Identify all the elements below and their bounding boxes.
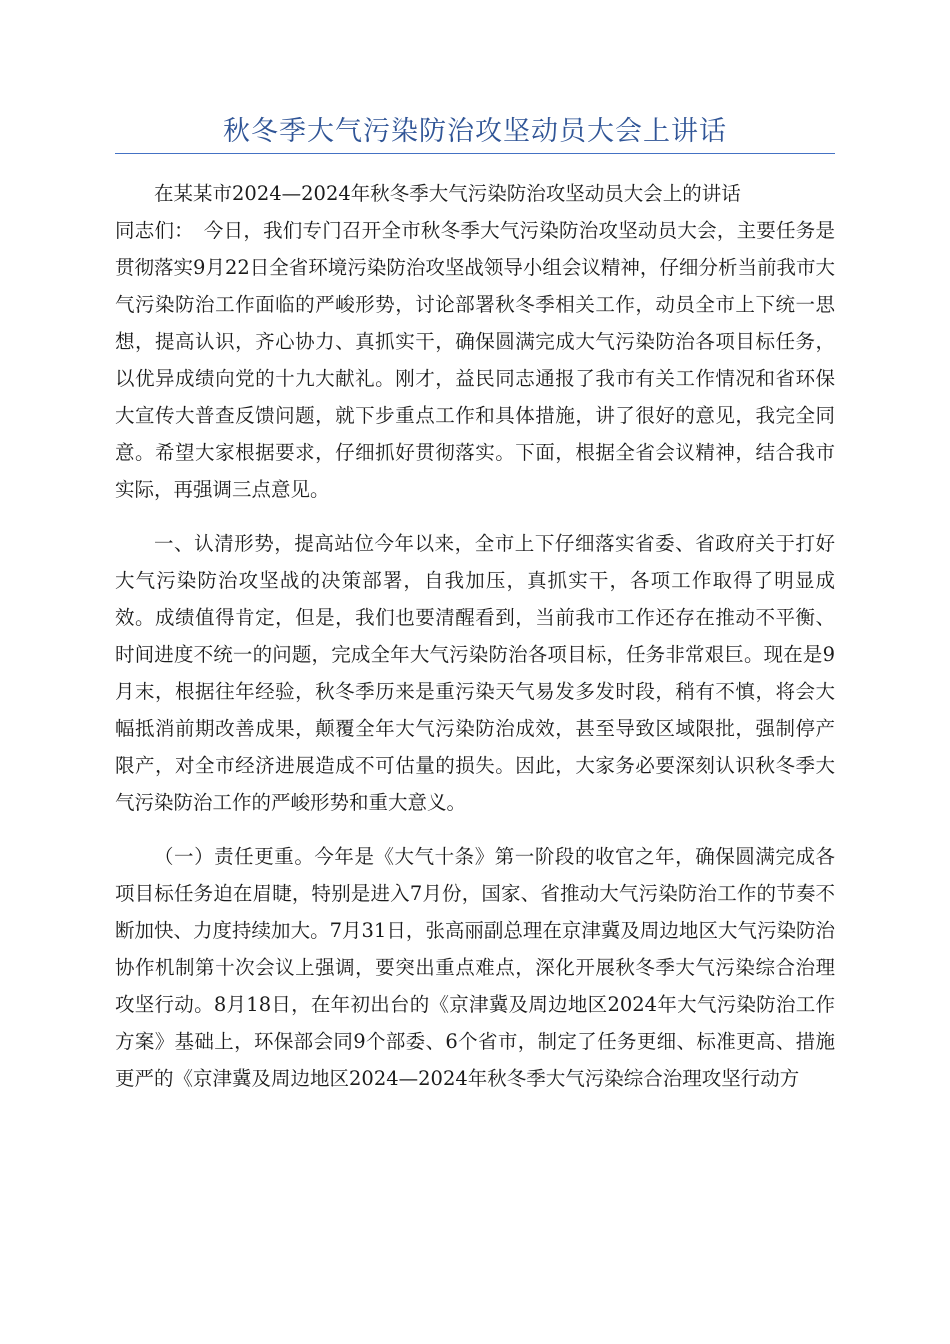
- paragraph-responsibility: （一）责任更重。今年是《大气十条》第一阶段的收官之年，确保圆满完成各项目标任务迫在眉睫，特别是进入7月份，国家、省推动大气污染防治工作的节奏不断加快、力度持续加大。7月31日，张高丽副总理在京津冀及周边地区大气污染防治协作机制第十次会议上强调，要突出重点难点，深化开展秋冬季大气污染综合治理攻坚行动。8月18日，在年初出台的《京津冀及周边地区2024年大气污染防治工作方案》基础上，环保部会同9个部委、6个省市，制定了任务更细、标准更高、措施更严的《京津冀及周边地区2024—2024年秋冬季大气污染综合治理攻坚行动方: [115, 845, 835, 1090]
- document-title: 秋冬季大气污染防治攻坚动员大会上讲话: [223, 116, 727, 147]
- title-underline: [115, 153, 835, 154]
- paragraph-speech-heading: 在某某市2024—2024年秋冬季大气污染防治攻坚动员大会上的讲话: [154, 182, 741, 205]
- document-body: [115, 175, 835, 1097]
- paragraph-opening: 同志们： 今日，我们专门召开全市秋冬季大气污染防治攻坚动员大会，主要任务是贯彻落实9月22日全省环境污染防治攻坚战领导小组会议精神，仔细分析当前我市大气污染防治工作面临的严峻形势，讨论部署秋冬季相关工作，动员全市上下统一思想，提高认识，齐心协力、真抓实干，确保圆满完成大气污染防治各项目标任务，以优异成绩向党的十九大献礼。刚才，益民同志通报了我市有关工作情况和省环保大宣传大普查反馈问题，就下步重点工作和具体措施，讲了很好的意见，我完全同意。希望大家根据要求，仔细抓好贯彻落实。下面，根据全省会议精神，结合我市实际，再强调三点意见。: [115, 219, 835, 501]
- paragraph-section-one: 一、认清形势，提高站位今年以来，全市上下仔细落实省委、省政府关于打好大气污染防治攻坚战的决策部署，自我加压，真抓实干，各项工作取得了明显成效。成绩值得肯定，但是，我们也要清醒看到，当前我市工作还存在推动不平衡、时间进度不统一的问题，完成全年大气污染防治各项目标，任务非常艰巨。现在是9月末，根据往年经验，秋冬季历来是重污染天气易发多发时段，稍有不慎，将会大幅抵消前期改善成果，颠覆全年大气污染防治成效，甚至导致区域限批，强制停产限产，对全市经济进展造成不可估量的损失。因此，大家务必要深刻认识秋冬季大气污染防治工作的严峻形势和重大意义。: [115, 532, 835, 814]
